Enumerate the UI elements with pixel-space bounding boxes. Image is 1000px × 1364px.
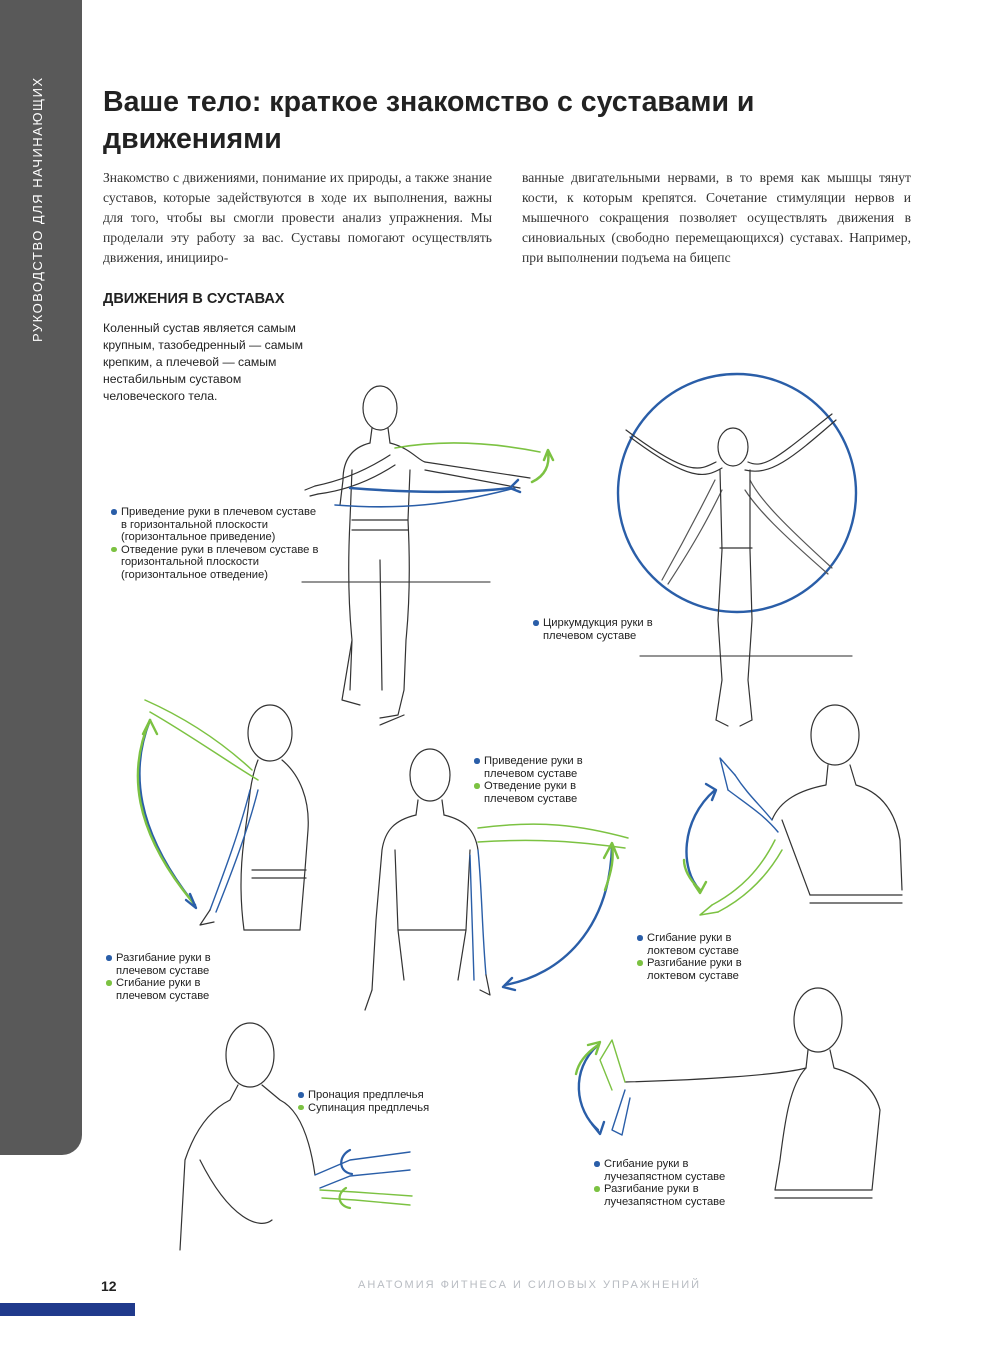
footer-book-title: АНАТОМИЯ ФИТНЕСА И СИЛОВЫХ УПРАЖНЕНИЙ xyxy=(358,1279,702,1291)
green-bullet-icon xyxy=(474,783,480,789)
label-text: Пронация предплечья xyxy=(308,1089,424,1101)
blue-bullet-icon xyxy=(474,758,480,764)
label-text: Разгибание руки в локтевом суставе xyxy=(647,957,742,982)
figure-horizontal-movement xyxy=(302,386,553,725)
green-bullet-icon xyxy=(111,547,117,553)
intro-column-2: ванные двигательными нервами, в то время как мышцы тянут кости, к которым крепятся. Сочетание стимуляции нервов и мышечного сокращения позволяет осуществлять движения в синовиальных (свободно перемещающихся) суставах. Например, при выполнении подъема на бицепс xyxy=(522,170,911,265)
figure-circumduction xyxy=(618,374,856,726)
label-text: Отведение руки в плечевом суставе xyxy=(484,780,578,805)
section-description: Коленный сустав является самым крупным, тазобедренный — самым крепким, а плечевой — самым нестабильным суставом человеческого тела. xyxy=(103,321,304,403)
blue-bullet-icon xyxy=(111,509,117,515)
blue-bullet-icon xyxy=(106,955,112,961)
label-forearm xyxy=(297,1089,457,1114)
label-horizontal xyxy=(110,506,322,582)
label-text: Разгибание руки в лучезапястном суставе xyxy=(604,1183,726,1208)
blue-bullet-icon xyxy=(298,1092,304,1098)
page-number: 12 xyxy=(101,1278,117,1294)
label-text: Сгибание руки в локтевом суставе xyxy=(647,932,739,957)
green-bullet-icon xyxy=(594,1186,600,1192)
intro-column-1: Знакомство с движениями, понимание их природы, а также знание суставов, которые задействуются в ходе их выполнения, важны для того, чтобы вы смогли провести анализ упражнения. Мы проделали эту работу за вас. Суставы помогают осуществлять движения, иницииро- xyxy=(103,170,492,265)
blue-bullet-icon xyxy=(533,620,539,626)
footer-accent-bar xyxy=(0,1303,135,1316)
section-heading: ДВИЖЕНИЯ В СУСТАВАХ xyxy=(103,291,285,307)
sidebar-label: РУКОВОДСТВО ДЛЯ НАЧИНАЮЩИХ xyxy=(30,76,45,342)
label-text: Разгибание руки в плечевом суставе xyxy=(116,952,211,977)
green-bullet-icon xyxy=(637,960,643,966)
label-wrist xyxy=(593,1158,738,1208)
label-text: Сгибание руки в плечевом суставе xyxy=(116,977,210,1002)
label-text: Циркумдукция руки в плечевом суставе xyxy=(543,617,653,642)
green-bullet-icon xyxy=(106,980,112,986)
figure-forearm xyxy=(180,1023,412,1250)
label-text: Приведение руки в плечевом суставе в горизонтальной плоскости (горизонтальное приведение) xyxy=(121,506,317,544)
label-text: Сгибание руки в лучезапястном суставе xyxy=(604,1158,726,1183)
figure-elbow xyxy=(684,705,902,915)
label-text: Отведение руки в плечевом суставе в горизонтальной плоскости (горизонтальное отведение) xyxy=(121,543,319,581)
label-adduction xyxy=(473,755,603,805)
blue-bullet-icon xyxy=(594,1161,600,1167)
label-text: Супинация предплечья xyxy=(308,1101,430,1114)
label-text: Приведение руки в плечевом суставе xyxy=(484,755,583,780)
blue-bullet-icon xyxy=(637,935,643,941)
page-title: Ваше тело: краткое знакомство с суставами и движениями xyxy=(103,86,755,155)
green-bullet-icon xyxy=(298,1105,304,1111)
label-shoulder-flexion xyxy=(105,952,235,1002)
figure-shoulder-flexion xyxy=(138,700,308,930)
label-elbow xyxy=(636,932,766,982)
label-circumduction xyxy=(532,617,662,642)
